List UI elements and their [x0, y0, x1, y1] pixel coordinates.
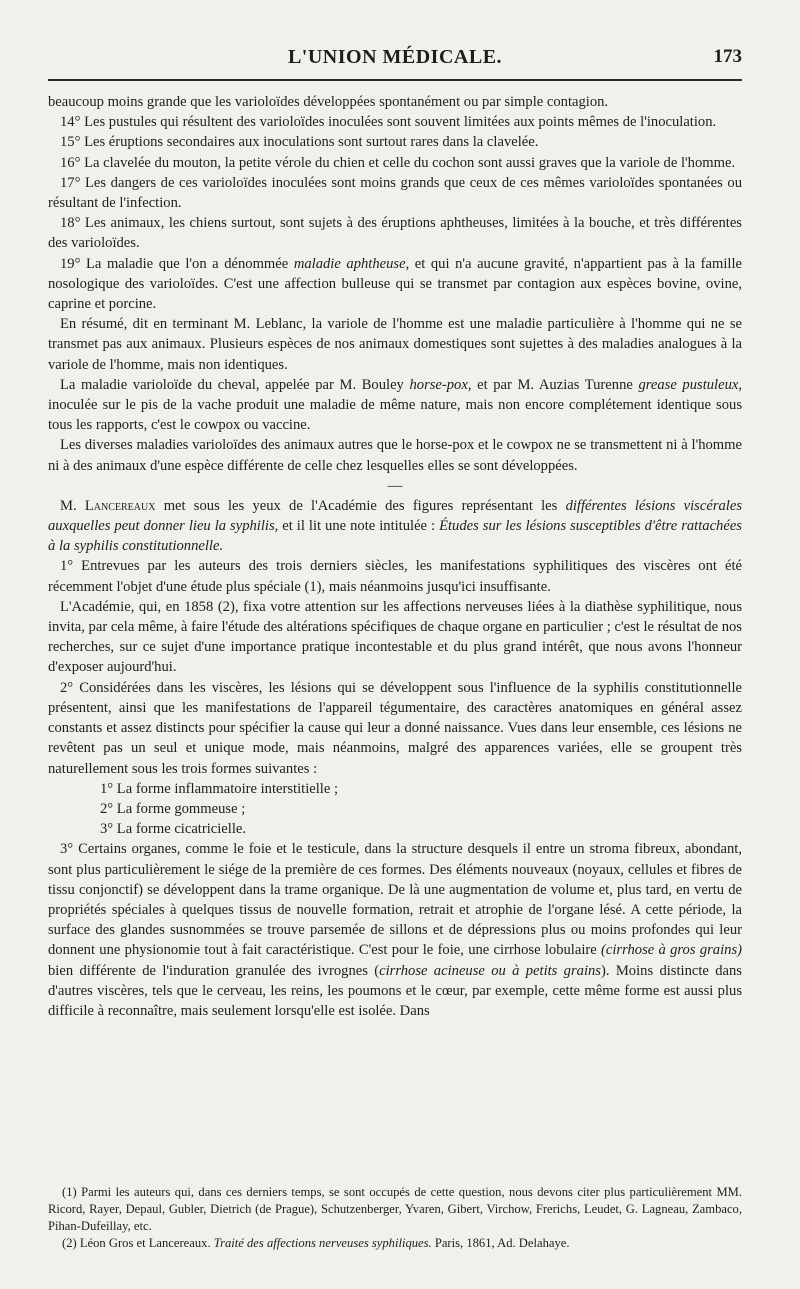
- paragraph: 15° Les éruptions secondaires aux inoculations sont surtout rares dans la clavelée.: [60, 134, 539, 151]
- running-title: L'UNION MÉDICALE.: [287, 46, 503, 68]
- footnotes: [48, 1184, 742, 1252]
- speaker-name: M. Lancereaux: [60, 497, 156, 514]
- paragraph: 1° Entrevues par les auteurs des trois derniers siècles, les manifestations syphilitiques des viscères ont été récemment l'objet d'une étude plus spéciale (1), mais néanmoins jusqu'ici insuffisante.: [48, 558, 742, 595]
- list-item: 1° La forme inflammatoire interstitielle ;: [100, 780, 339, 797]
- paragraph: Les diverses maladies varioloïdes des animaux autres que le horse-pox et le cowpox ne se transmettent ni à l'homme ni à des animaux d'une espèce différente de celle chez lesquelles elles se sont développées.: [48, 437, 742, 474]
- paragraph: 17° Les dangers de ces varioloïdes inoculées sont moins grands que ceux de ces mêmes varioloïdes spontanées ou résultant de l'infection.: [48, 174, 742, 212]
- paragraph: 3° Certains organes, comme le foie et le testicule, dans la structure desquels il entre un stroma fibreux, abondant, sont plus particulièrement le siége de la première de ces formes. Des éléments nouveaux (noyaux, cellules et fibres de tissu conjonctif) se développent dans la trame organique. De là une augmentation de volume et, plus tard, en vertu de propriétés spéciales à quelques tissus de nouvelle formation, retrait et atrophie de l'organe lésé. A cette période, la surface des glandes susnommées se trouve parsemée de sillons et de dépressions plus ou moins profondes qui leur donnent une physionomie tout à fait caractéristique. C'est pour le foie, une cirrhose lobulaire (cirrhose à gros grains) bien différente de l'induration granulée des ivrognes (cirrhose acineuse ou à petits grains). Moins distincte dans d'autres viscères, tels que le cerveau, les reins, les poumons et le cœur, par exemple, cette même forme est aussi plus difficile à reconnaître, mais seulement lorsqu'elle est isolée. Dans: [48, 841, 742, 1019]
- paragraph: L'Académie, qui, en 1858 (2), fixa votre attention sur les affections nerveuses liées à la diathèse syphilitique, nous invita, par cela même, à faire l'étude des altérations spécifiques de chaque organe en particulier ; c'est le résultat de nos recherches, sur ce sujet d'une importance pratique incontestable et du plus grand intérêt, que nous avons l'honneur d'exposer aujourd'hui.: [48, 598, 742, 676]
- paragraph: En résumé, dit en terminant M. Leblanc, la variole de l'homme est une maladie particulière à l'homme qui ne se transmet pas aux animaux. Plusieurs espèces de nos animaux domestiques sont sujettes à des maladies analogues à la variole de l'homme, mais non identiques.: [48, 316, 742, 373]
- paragraph: beaucoup moins grande que les varioloïdes développées spontanément ou par simple contagion.: [48, 94, 609, 110]
- article-body: [48, 92, 742, 1021]
- section-separator: —: [387, 477, 403, 494]
- paragraph: 14° Les pustules qui résultent des varioloïdes inoculées sont souvent limitées aux points mêmes de l'inoculation.: [60, 114, 717, 131]
- paragraph: 2° Considérées dans les viscères, les lésions qui se développent sous l'influence de la syphilis constitutionnelle présentent, ainsi que les manifestations de l'appareil tégumentaire, des caractères anatomiques en général assez constants et assez distincts pour spécifier la cause qui leur a donné naissance. Vues dans leur ensemble, ces lésions ne revêtent pas un seul et unique mode, mais néanmoins, malgré des apparences variées, elle se groupent très naturellement sous les trois formes suivantes :: [48, 679, 742, 777]
- page-number: 173: [713, 46, 742, 67]
- header-rule: [48, 79, 742, 81]
- paragraph: 19° La maladie que l'on a dénommée maladie aphtheuse, et qui n'a aucune gravité, n'appartient pas à la famille nosologique des varioloïdes. C'est une affection bulleuse qui se transmet par contagion aux espèces bovine, ovine, caprine et porcine.: [48, 255, 742, 313]
- list-item: 3° La forme cicatricielle.: [100, 821, 247, 838]
- paragraph: La maladie varioloïde du cheval, appelée par M. Bouley horse-pox, et par M. Auzias Turenne grease pustuleux, inoculée sur le pis de la vache produit une maladie de même nature, mais non encore complétement identique sous tous les rapports, c'est le cowpox ou vaccine.: [48, 376, 742, 434]
- footnote: (1) Parmi les auteurs qui, dans ces derniers temps, se sont occupés de cette question, nous devons citer plus particulièrement MM. Ricord, Rayer, Depaul, Gubler, Dietrich (de Prague), Schutzenberger, Yvaren, Gibert, Virchow, Frerichs, Leudet, G. Lagneau, Zambaco, Pihan-Dufeillay, etc.: [48, 1185, 742, 1233]
- page-header: [48, 44, 742, 74]
- list-item: 2° La forme gommeuse ;: [100, 800, 246, 817]
- paragraph: 18° Les animaux, les chiens surtout, sont sujets à des éruptions aphtheuses, limitées à la bouche, et très différentes des varioloïdes.: [48, 215, 742, 252]
- footnote: (2) Léon Gros et Lancereaux. Traité des affections nerveuses syphiliques. Paris, 1861, Ad. Delahaye.: [62, 1236, 570, 1250]
- paragraph: 16° La clavelée du mouton, la petite vérole du chien et celle du cochon sont aussi graves que la variole de l'homme.: [60, 154, 736, 171]
- paragraph: M. Lancereaux met sous les yeux de l'Académie des figures représentant les différentes lésions viscérales auxquelles peut donner lieu la syphilis, et il lit une note intitulée : Études sur les lésions susceptibles d'être rattachées à la syphilis constitutionnelle.: [48, 497, 743, 555]
